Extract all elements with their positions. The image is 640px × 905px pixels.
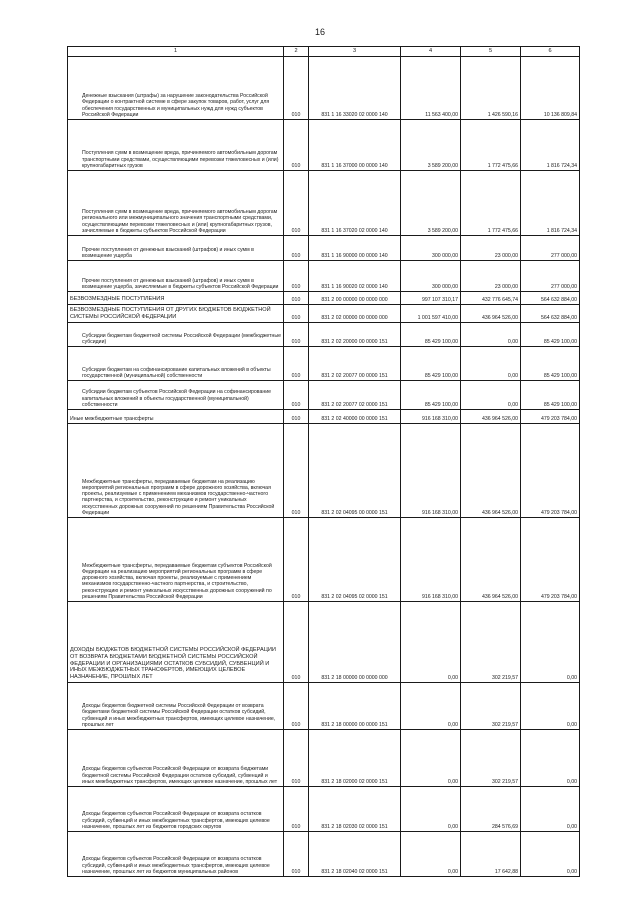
row-line-code-cell: 010 — [284, 261, 309, 292]
row-budget-code-cell: 831 2 02 20000 00 0000 151 — [309, 323, 401, 347]
row-unexecuted-cell: 479 203 784,00 — [521, 518, 580, 602]
row-line-code-cell: 010 — [284, 347, 309, 381]
row-budget-code-cell: 831 1 16 90020 02 0000 140 — [309, 261, 401, 292]
row-name-cell: Межбюджетные трансферты, передаваемые бюджетам на реализацию мероприятий региональных программ в сфере дорожного хозяйства, включая проекты, реализуемые с применением механизмов государственно-частного партнерства, и строительство, реконструкцию и ремонт уникальных искусственных дорожных сооружений по решениям Правительства Российской Федерации — [68, 424, 284, 518]
row-line-code-cell: 010 — [284, 171, 309, 236]
row-name-cell: Прочие поступления от денежных взысканий (штрафов) и иных сумм в возмещение ущерба, зачисляемые в бюджеты субъектов Российской Федерации — [68, 261, 284, 292]
row-budget-code-cell: 831 2 02 04095 00 0000 151 — [309, 424, 401, 518]
row-unexecuted-cell: 85 429 100,00 — [521, 323, 580, 347]
table-row — [68, 292, 580, 305]
row-approved-cell: 0,00 — [401, 683, 461, 730]
row-budget-code-cell: 831 2 02 20077 00 0000 151 — [309, 347, 401, 381]
row-line-code-cell: 010 — [284, 602, 309, 683]
row-executed-cell: 436 964 526,00 — [461, 518, 521, 602]
row-name-cell: Доходы бюджетов бюджетной системы Российской Федерации от возврата бюджетами бюджетной системы Российской Федерации остатков субсидий, субвенций и иных межбюджетных трансфертов, имеющих целевое назначение, прошлых лет — [68, 683, 284, 730]
row-line-code-cell: 010 — [284, 410, 309, 424]
row-executed-cell: 1 772 475,66 — [461, 171, 521, 236]
row-budget-code-cell: 831 2 02 04095 02 0000 151 — [309, 518, 401, 602]
row-name-cell: Прочие поступления от денежных взысканий (штрафов) и иных сумм в возмещение ущерба — [68, 236, 284, 261]
header-cell: 6 — [521, 47, 580, 57]
row-budget-code-cell: 831 2 02 20077 02 0000 151 — [309, 381, 401, 410]
row-unexecuted-cell: 85 429 100,00 — [521, 381, 580, 410]
row-line-code-cell: 010 — [284, 730, 309, 787]
row-name-cell: Доходы бюджетов субъектов Российской Федерации от возврата бюджетами бюджетной системы Российской Федерации остатков субсидий, субвенций и иных межбюджетных трансфертов, имеющих целевое назначение, прошлых лет — [68, 730, 284, 787]
row-line-code-cell: 010 — [284, 424, 309, 518]
row-line-code-cell: 010 — [284, 683, 309, 730]
table-row — [68, 236, 580, 261]
table-row — [68, 347, 580, 381]
row-budget-code-cell: 831 2 18 00000 00 0000 000 — [309, 602, 401, 683]
row-unexecuted-cell: 1 816 724,34 — [521, 120, 580, 171]
table-row — [68, 305, 580, 323]
row-line-code-cell: 010 — [284, 518, 309, 602]
row-executed-cell: 1 772 475,66 — [461, 120, 521, 171]
row-budget-code-cell: 831 2 18 00000 00 0000 151 — [309, 683, 401, 730]
row-executed-cell: 436 964 526,00 — [461, 410, 521, 424]
row-approved-cell: 85 429 100,00 — [401, 347, 461, 381]
table-row — [68, 171, 580, 236]
table-row — [68, 518, 580, 602]
row-line-code-cell: 010 — [284, 236, 309, 261]
row-line-code-cell: 010 — [284, 381, 309, 410]
row-unexecuted-cell: 277 000,00 — [521, 236, 580, 261]
row-name-cell: Доходы бюджетов субъектов Российской Федерации от возврата остатков субсидий, субвенций и иных межбюджетных трансфертов, имеющих целевое назначение, прошлых лет из бюджетов муниципальных районов — [68, 832, 284, 877]
row-budget-code-cell: 831 2 02 00000 00 0000 000 — [309, 305, 401, 323]
row-approved-cell: 3 589 200,00 — [401, 171, 461, 236]
row-name-cell: БЕЗВОЗМЕЗДНЫЕ ПОСТУПЛЕНИЯ ОТ ДРУГИХ БЮДЖЕТОВ БЮДЖЕТНОЙ СИСТЕМЫ РОССИЙСКОЙ ФЕДЕРАЦИИ — [68, 305, 284, 323]
row-approved-cell: 3 589 200,00 — [401, 120, 461, 171]
row-unexecuted-cell: 0,00 — [521, 602, 580, 683]
header-cell: 1 — [68, 47, 284, 57]
row-approved-cell: 916 168 310,00 — [401, 518, 461, 602]
table-row — [68, 787, 580, 832]
row-approved-cell: 85 429 100,00 — [401, 323, 461, 347]
row-executed-cell: 17 642,88 — [461, 832, 521, 877]
row-unexecuted-cell: 479 203 784,00 — [521, 410, 580, 424]
row-name-cell: Денежные взыскания (штрафы) за нарушение законодательства Российской Федерации о контрактной системе в сфере закупок товаров, работ, услуг для обеспечения государственных и муниципальных нужд для нужд субъектов Российской Федерации — [68, 57, 284, 120]
row-executed-cell: 432 776 645,74 — [461, 292, 521, 305]
row-unexecuted-cell: 0,00 — [521, 832, 580, 877]
row-name-cell: Субсидии бюджетам на софинансирование капитальных вложений в объекты государственной (муниципальной) собственности — [68, 347, 284, 381]
row-line-code-cell: 010 — [284, 57, 309, 120]
row-name-cell: БЕЗВОЗМЕЗДНЫЕ ПОСТУПЛЕНИЯ — [68, 292, 284, 305]
row-executed-cell: 23 000,00 — [461, 236, 521, 261]
table-row — [68, 602, 580, 683]
row-approved-cell: 916 168 310,00 — [401, 424, 461, 518]
row-executed-cell: 302 219,57 — [461, 730, 521, 787]
table-row — [68, 683, 580, 730]
table-row — [68, 261, 580, 292]
row-approved-cell: 0,00 — [401, 602, 461, 683]
row-approved-cell: 0,00 — [401, 730, 461, 787]
row-approved-cell: 300 000,00 — [401, 261, 461, 292]
row-unexecuted-cell: 85 429 100,00 — [521, 347, 580, 381]
row-budget-code-cell: 831 2 02 40000 00 0000 151 — [309, 410, 401, 424]
table-row — [68, 381, 580, 410]
row-line-code-cell: 010 — [284, 305, 309, 323]
row-unexecuted-cell: 564 632 884,00 — [521, 305, 580, 323]
row-line-code-cell: 010 — [284, 832, 309, 877]
row-unexecuted-cell: 10 136 809,84 — [521, 57, 580, 120]
row-line-code-cell: 010 — [284, 120, 309, 171]
row-budget-code-cell: 831 2 18 02030 02 0000 151 — [309, 787, 401, 832]
row-executed-cell: 436 964 526,00 — [461, 305, 521, 323]
row-unexecuted-cell: 0,00 — [521, 730, 580, 787]
row-approved-cell: 0,00 — [401, 832, 461, 877]
row-budget-code-cell: 831 1 16 37000 00 0000 140 — [309, 120, 401, 171]
row-line-code-cell: 010 — [284, 292, 309, 305]
row-approved-cell: 1 001 597 410,00 — [401, 305, 461, 323]
row-name-cell: ДОХОДЫ БЮДЖЕТОВ БЮДЖЕТНОЙ СИСТЕМЫ РОССИЙСКОЙ ФЕДЕРАЦИИ ОТ ВОЗВРАТА БЮДЖЕТАМИ БЮДЖЕТНОЙ СИСТЕМЫ РОССИЙСКОЙ ФЕДЕРАЦИИ И ОРГАНИЗАЦИЯМИ ОСТАТКОВ СУБСИДИЙ, СУБВЕНЦИЙ И ИНЫХ МЕЖБЮДЖЕТНЫХ ТРАНСФЕРТОВ, ИМЕЮЩИХ ЦЕЛЕВОЕ НАЗНАЧЕНИЕ, ПРОШЛЫХ ЛЕТ — [68, 602, 284, 683]
row-name-cell: Иные межбюджетные трансферты — [68, 410, 284, 424]
row-name-cell: Поступления сумм в возмещение вреда, причиняемого автомобильным дорогам транспортными средствами, осуществляющими перевозки тяжеловесных и (или) крупногабаритных грузов — [68, 120, 284, 171]
table-row — [68, 120, 580, 171]
row-unexecuted-cell: 0,00 — [521, 787, 580, 832]
row-budget-code-cell: 831 2 18 02040 02 0000 151 — [309, 832, 401, 877]
row-approved-cell: 916 168 310,00 — [401, 410, 461, 424]
row-unexecuted-cell: 564 632 884,00 — [521, 292, 580, 305]
table-row — [68, 424, 580, 518]
table-row — [68, 730, 580, 787]
row-name-cell: Субсидии бюджетам субъектов Российской Федерации на софинансирование капитальных вложений в объекты государственной (муниципальной) собственности — [68, 381, 284, 410]
row-executed-cell: 1 426 590,16 — [461, 57, 521, 120]
row-budget-code-cell: 831 1 16 33020 02 0000 140 — [309, 57, 401, 120]
row-line-code-cell: 010 — [284, 787, 309, 832]
page-number: 16 — [314, 27, 325, 37]
header-cell: 3 — [309, 47, 401, 57]
table-row — [68, 57, 580, 120]
row-budget-code-cell: 831 1 16 37020 02 0000 140 — [309, 171, 401, 236]
row-executed-cell: 23 000,00 — [461, 261, 521, 292]
header-row — [68, 47, 580, 57]
row-approved-cell: 0,00 — [401, 787, 461, 832]
table-row — [68, 832, 580, 877]
row-executed-cell: 302 219,57 — [461, 602, 521, 683]
row-unexecuted-cell: 1 816 724,34 — [521, 171, 580, 236]
row-budget-code-cell: 831 1 16 90000 00 0000 140 — [309, 236, 401, 261]
row-name-cell: Доходы бюджетов субъектов Российской Федерации от возврата остатков субсидий, субвенций и иных межбюджетных трансфертов, имеющих целевое назначение, прошлых лет из бюджетов городских округов — [68, 787, 284, 832]
header-cell: 4 — [401, 47, 461, 57]
row-unexecuted-cell: 479 203 784,00 — [521, 424, 580, 518]
row-approved-cell: 11 563 400,00 — [401, 57, 461, 120]
row-name-cell: Субсидии бюджетам бюджетной системы Российской Федерации (межбюджетные субсидии) — [68, 323, 284, 347]
row-budget-code-cell: 831 2 18 02000 02 0000 151 — [309, 730, 401, 787]
row-executed-cell: 436 964 526,00 — [461, 424, 521, 518]
table-row — [68, 323, 580, 347]
row-unexecuted-cell: 277 000,00 — [521, 261, 580, 292]
header-cell: 2 — [284, 47, 309, 57]
row-approved-cell: 85 429 100,00 — [401, 381, 461, 410]
row-line-code-cell: 010 — [284, 323, 309, 347]
row-name-cell: Межбюджетные трансферты, передаваемые бюджетам субъектов Российской Федерации на реализацию мероприятий региональных программ в сфере дорожного хозяйства, включая проекты, реализуемые с применением механизмов государственно-частного партнерства, и строительство, реконструкцию и ремонт уникальных искусственных дорожных сооружений по решениям Правительства Российской Федерации — [68, 518, 284, 602]
row-name-cell: Поступления сумм в возмещение вреда, причиняемого автомобильным дорогам регионального или межмуниципального значения транспортными средствами, осуществляющими перевозки тяжеловесных и (или) крупногабаритных грузов, зачисляемые в бюджеты субъектов Российской Федерации — [68, 171, 284, 236]
row-unexecuted-cell: 0,00 — [521, 683, 580, 730]
row-approved-cell: 997 107 310,17 — [401, 292, 461, 305]
revenue-table — [67, 46, 580, 877]
table-row — [68, 410, 580, 424]
row-budget-code-cell: 831 2 00 00000 00 0000 000 — [309, 292, 401, 305]
row-executed-cell: 0,00 — [461, 347, 521, 381]
header-cell: 5 — [461, 47, 521, 57]
row-executed-cell: 0,00 — [461, 323, 521, 347]
row-executed-cell: 0,00 — [461, 381, 521, 410]
row-executed-cell: 302 219,57 — [461, 683, 521, 730]
row-approved-cell: 300 000,00 — [401, 236, 461, 261]
row-executed-cell: 284 576,69 — [461, 787, 521, 832]
